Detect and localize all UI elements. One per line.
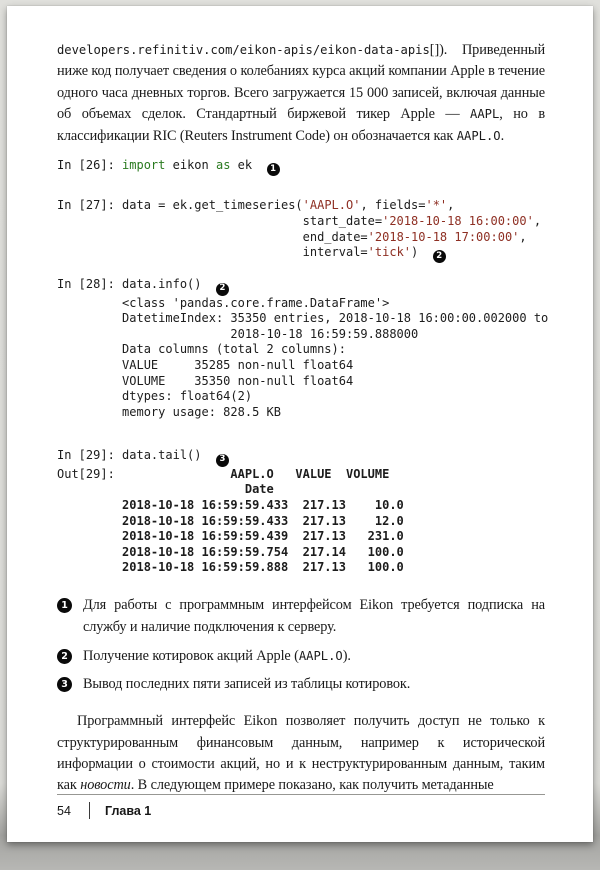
code-text: 2018-10-18 16:59:59.888000	[57, 326, 419, 341]
code-text: '*'	[425, 198, 448, 213]
code-text: In [27]: data = ek.get_timeseries(	[57, 198, 303, 213]
closing-paragraph	[57, 711, 545, 797]
code-text: In [26]:	[57, 158, 123, 173]
callout-marker-2: 2	[433, 250, 446, 263]
code-line	[57, 514, 545, 530]
book-page	[7, 6, 593, 842]
code-text: eikon	[165, 158, 216, 173]
code-line	[57, 230, 545, 246]
code-text: '2018-10-18 16:00:00'	[382, 213, 534, 228]
note-text: Получение котировок акций Apple (AAPL.O).	[83, 647, 351, 664]
code-text: 2018-10-18 16:59:59.754 217.14 100.0	[57, 544, 404, 559]
code-text: memory usage: 828.5 KB	[57, 404, 281, 419]
code-text: ,	[533, 213, 542, 228]
code-text: import	[122, 158, 166, 173]
ric-aapl-o: AAPL.O	[456, 128, 501, 143]
code-line	[57, 198, 545, 214]
code-line	[57, 214, 545, 230]
code-text: , fields=	[360, 198, 426, 213]
code-line	[57, 158, 545, 176]
code-text: Out[29]:	[57, 466, 231, 481]
code-text: end_date=	[57, 229, 368, 244]
closing-text-1: Программный интерфейс Eikon позволяет получить доступ не только к структурированным финансовым данным, например к исторической информации о стоимости акций, но и к неструктурированным данным, таким как	[57, 713, 545, 794]
note-text: Для работы с программным интерфейсом Eikon требуется подписка на службу и наличие подключения к серверу.	[83, 596, 545, 635]
refinitiv-url: developers.refinitiv.com/eikon-apis/eikon-data-apis	[57, 43, 430, 57]
closing-text-2: . В следующем примере показано, как получить метаданные	[130, 777, 494, 794]
code-line	[57, 405, 545, 421]
callout-note-2	[57, 646, 545, 668]
code-text: '2018-10-18 17:00:00'	[367, 229, 520, 244]
code-text: 2018-10-18 16:59:59.433 217.13 10.0	[57, 497, 404, 512]
intro-paragraph	[57, 40, 545, 147]
note-mono-text: AAPL.O	[298, 648, 343, 663]
code-text: dtypes: float64(2)	[57, 389, 253, 404]
closing-italic-novosti: новости	[80, 777, 131, 794]
chapter-label: Глава 1	[105, 803, 152, 818]
code-line	[57, 374, 545, 390]
code-text: 2018-10-18 16:59:59.439 217.13 231.0	[57, 529, 404, 544]
code-line	[57, 358, 545, 374]
code-line	[57, 389, 545, 405]
code-line	[57, 560, 545, 576]
code-text: 'tick'	[367, 245, 412, 260]
code-text: VOLUME 35350 non-null float64	[57, 373, 354, 388]
code-input-28	[57, 277, 549, 420]
code-line	[57, 467, 545, 483]
code-line	[57, 482, 545, 498]
code-text: Data columns (total 2 columns):	[57, 342, 346, 357]
code-line	[57, 498, 545, 514]
callout-number-2: 2	[57, 649, 72, 664]
intro-text-1: []). Приведенный ниже код получает сведения о колебаниях курса акций компании Apple в течение одного часа дневных торгов. Всего загружается 15 000 записей, включая данные об объемах сделок. Стандартный биржевой тикер Apple —	[57, 42, 545, 123]
code-line	[57, 342, 545, 358]
code-text: 2018-10-18 16:59:59.888 217.13 100.0	[57, 560, 404, 575]
code-text: <class 'pandas.core.frame.DataFrame'>	[57, 295, 390, 310]
code-line	[57, 296, 545, 312]
code-text: VALUE 35285 non-null float64	[57, 358, 354, 373]
code-text: Date	[57, 482, 274, 497]
footer-divider	[89, 802, 90, 819]
code-text: 2018-10-18 16:59:59.433 217.13 12.0	[57, 513, 404, 528]
code-text: interval=	[57, 245, 368, 260]
page-footer	[57, 794, 545, 819]
code-text: In [28]: data.info()	[57, 277, 216, 292]
callout-note-1	[57, 595, 545, 639]
page-number: 54	[57, 803, 71, 818]
code-text: ,	[447, 198, 455, 213]
note-text: Вывод последних пяти записей из таблицы котировок.	[83, 676, 411, 693]
code-input-26	[57, 158, 545, 176]
callout-marker-3: 3	[216, 454, 229, 467]
intro-text-2: , но в классификации RIC (Reuters Instrument Code) он обозначается как	[57, 106, 545, 144]
intro-text-3: .	[500, 127, 505, 144]
callout-marker-2: 2	[216, 283, 229, 296]
callout-note-3	[57, 674, 545, 696]
code-line	[57, 448, 545, 466]
callout-number-1: 1	[57, 598, 72, 613]
ticker-aapl: AAPL	[470, 107, 500, 122]
code-line	[57, 529, 545, 545]
code-text: AAPL.O VALUE VOLUME	[230, 466, 390, 481]
callout-notes	[57, 595, 545, 696]
code-line	[57, 545, 545, 561]
callout-marker-1: 1	[267, 163, 280, 176]
code-text: as	[215, 158, 231, 173]
code-input-29	[57, 448, 545, 575]
code-text: 'AAPL.O'	[302, 198, 361, 213]
code-line	[57, 311, 549, 327]
code-input-27	[57, 198, 545, 263]
code-text: start_date=	[57, 213, 383, 228]
code-text: DatetimeIndex: 35350 entries, 2018-10-18 16:00:00.002000 to	[57, 311, 549, 326]
code-text: In [29]: data.tail()	[57, 448, 216, 463]
callout-number-3: 3	[57, 677, 72, 692]
code-text: )	[411, 245, 433, 260]
code-line	[57, 327, 545, 343]
code-text: ek	[230, 158, 267, 173]
code-line	[57, 277, 545, 295]
code-listing	[57, 158, 549, 576]
code-line	[57, 245, 545, 263]
code-text: ,	[519, 229, 527, 244]
